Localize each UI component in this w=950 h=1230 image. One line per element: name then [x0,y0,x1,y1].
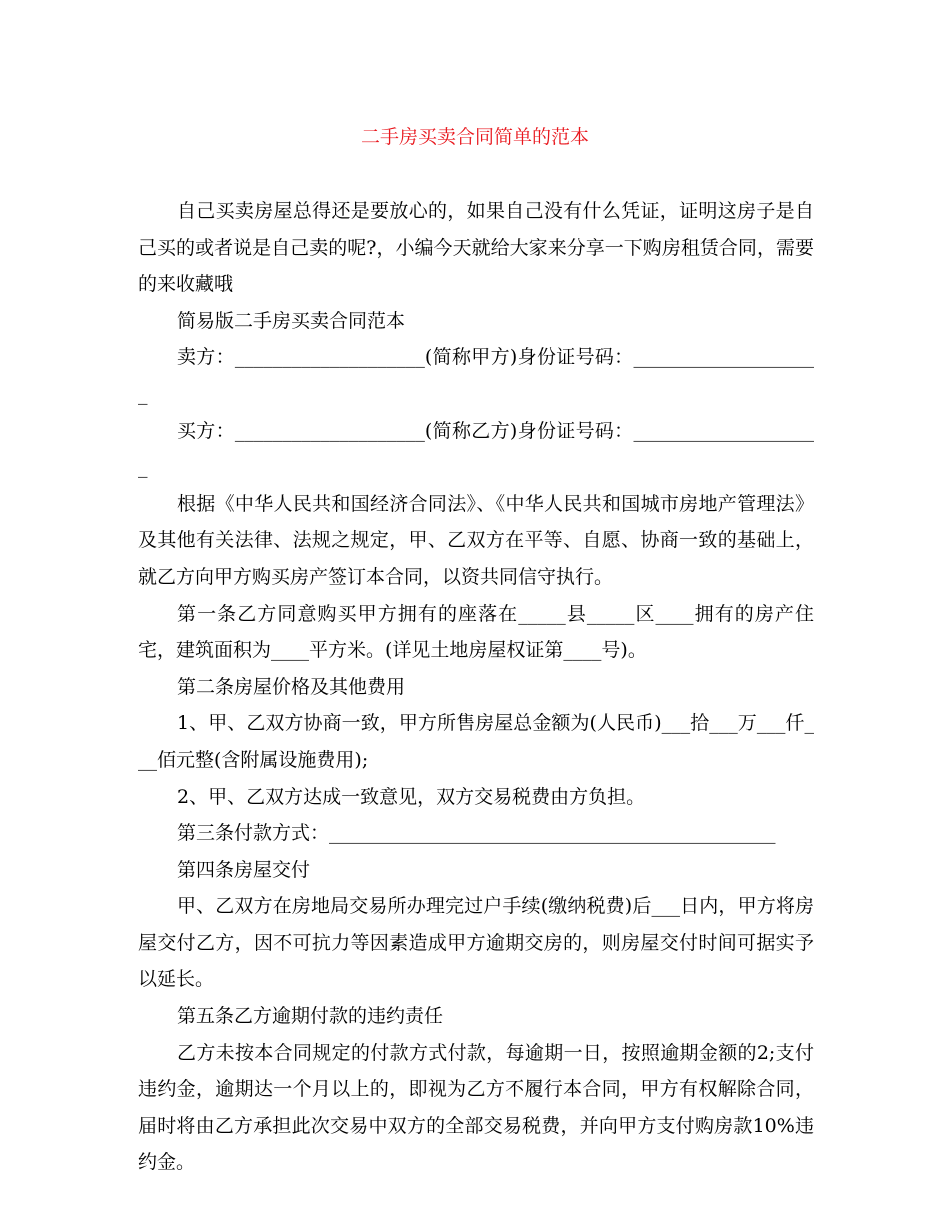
contract-heading: 简易版二手房买卖合同范本 [177,309,406,332]
article-2-item-2: 2、甲、乙双方达成一致意见，双方交易税费由方负担。 [177,785,646,808]
buyer-line: 买方：____________________(简称乙方)身份证号码：____________________ [138,419,814,479]
document-body [138,193,814,1181]
intro-paragraph: 自己买卖房屋总得还是要放心的，如果自己没有什么凭证，证明这房子是自己买的或者说是自己卖的呢?，小编今天就给大家来分享一下购房租赁合同，需要的来收藏哦 [138,200,814,296]
article-1-paragraph: 第一条乙方同意购买甲方拥有的座落在_____县_____区____拥有的房产住宅，建筑面积为____平方米。(详见土地房屋权证第____号)。 [138,602,814,662]
article-5-heading: 第五条乙方逾期付款的违约责任 [177,1005,444,1028]
article-2-item-1: 1、甲、乙双方协商一致，甲方所售房屋总金额为(人民币)___拾___万___仟___佰元整(含附属设施费用); [138,712,814,771]
document-title: 二手房买卖合同简单的范本 [360,126,589,148]
article-5-paragraph: 乙方未按本合同规定的付款方式付款，每逾期一日，按照逾期金额的2;支付违约金，逾期达一个月以上的，即视为乙方不履行本合同，甲方有权解除合同，届时将由乙方承担此次交易中双方的全部交易税费，并向甲方支付购房款10%违约金。 [138,1041,814,1174]
article-2-heading: 第二条房屋价格及其他费用 [177,675,406,698]
article-4-paragraph: 甲、乙双方在房地局交易所办理完过户手续(缴纳税费)后___日内，甲方将房屋交付乙方，因不可抗力等因素造成甲方逾期交房的，则房屋交付时间可据实予以延长。 [138,895,814,991]
seller-line: 卖方：____________________(简称甲方)身份证号码：____________________ [138,346,814,405]
article-4-heading: 第四条房屋交付 [177,858,311,881]
legal-basis-paragraph: 根据《中华人民共和国经济合同法》、《中华人民共和国城市房地产管理法》及其他有关法律、法规之规定，甲、乙双方在平等、自愿、协商一致的基础上，就乙方向甲方购买房产签订本合同，以资共同信守执行。 [138,492,814,588]
article-3-paragraph: 第三条付款方式：_______________________________________________ [177,822,776,845]
